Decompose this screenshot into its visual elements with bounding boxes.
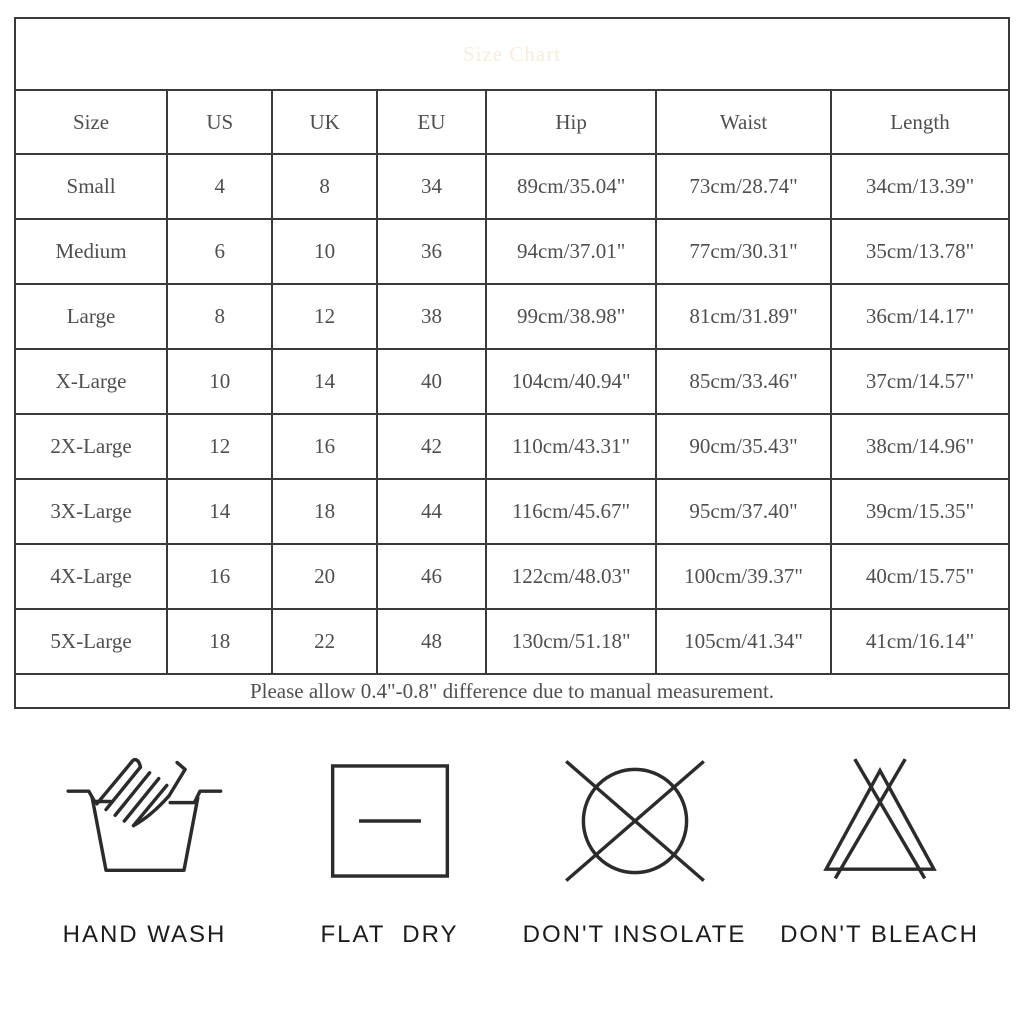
hip-cell: 89cm/35.04" — [486, 154, 656, 219]
care-label: DON'T INSOLATE — [522, 921, 747, 948]
us-cell: 14 — [167, 479, 272, 544]
uk-cell: 22 — [272, 609, 376, 674]
length-cell: 36cm/14.17" — [831, 284, 1009, 349]
eu-cell: 36 — [377, 219, 486, 284]
title-row — [15, 18, 1009, 90]
us-cell: 10 — [167, 349, 272, 414]
care-instructions — [14, 751, 1010, 949]
table-row-large — [15, 284, 1009, 349]
length-cell: 35cm/13.78" — [831, 219, 1009, 284]
eu-cell: 38 — [377, 284, 486, 349]
column-header-size: Size — [15, 90, 167, 154]
column-header-waist: Waist — [656, 90, 831, 154]
waist-cell: 73cm/28.74" — [656, 154, 831, 219]
uk-cell: 20 — [272, 544, 376, 609]
size-cell: 5X-Large — [15, 609, 167, 674]
uk-cell: 14 — [272, 349, 376, 414]
dont-insolate-icon — [549, 751, 721, 891]
uk-cell: 8 — [272, 154, 376, 219]
length-cell: 41cm/16.14" — [831, 609, 1009, 674]
size-cell: Small — [15, 154, 167, 219]
eu-cell: 34 — [377, 154, 486, 219]
size-cell: 3X-Large — [15, 479, 167, 544]
waist-cell: 95cm/37.40" — [656, 479, 831, 544]
eu-cell: 42 — [377, 414, 486, 479]
column-header-eu: EU — [377, 90, 486, 154]
hip-cell: 99cm/38.98" — [486, 284, 656, 349]
table-row-medium — [15, 219, 1009, 284]
care-item-hand-wash — [22, 751, 267, 949]
us-cell: 6 — [167, 219, 272, 284]
us-cell: 12 — [167, 414, 272, 479]
care-label: DON'T BLEACH — [780, 921, 979, 948]
length-cell: 38cm/14.96" — [831, 414, 1009, 479]
length-cell: 40cm/15.75" — [831, 544, 1009, 609]
column-header-length: Length — [831, 90, 1009, 154]
uk-cell: 16 — [272, 414, 376, 479]
hand-wash-icon — [59, 751, 231, 891]
size-cell: Large — [15, 284, 167, 349]
column-header-uk: UK — [272, 90, 376, 154]
waist-cell: 105cm/41.34" — [656, 609, 831, 674]
us-cell: 18 — [167, 609, 272, 674]
care-label: HAND WASH — [62, 921, 227, 948]
flat-dry-icon — [304, 751, 476, 891]
waist-cell: 85cm/33.46" — [656, 349, 831, 414]
uk-cell: 10 — [272, 219, 376, 284]
length-cell: 34cm/13.39" — [831, 154, 1009, 219]
size-chart-table — [14, 17, 1010, 709]
hip-cell: 116cm/45.67" — [486, 479, 656, 544]
hip-cell: 104cm/40.94" — [486, 349, 656, 414]
table-row-2xlarge — [15, 414, 1009, 479]
measurement-note: Please allow 0.4"-0.8" difference due to manual measurement. — [15, 674, 1009, 708]
hip-cell: 110cm/43.31" — [486, 414, 656, 479]
column-header-row — [15, 90, 1009, 154]
waist-cell: 81cm/31.89" — [656, 284, 831, 349]
length-cell: 39cm/15.35" — [831, 479, 1009, 544]
uk-cell: 18 — [272, 479, 376, 544]
dont-bleach-icon — [794, 751, 966, 891]
uk-cell: 12 — [272, 284, 376, 349]
size-cell: Medium — [15, 219, 167, 284]
hip-cell: 122cm/48.03" — [486, 544, 656, 609]
size-cell: 4X-Large — [15, 544, 167, 609]
eu-cell: 48 — [377, 609, 486, 674]
length-cell: 37cm/14.57" — [831, 349, 1009, 414]
table-row-small — [15, 154, 1009, 219]
table-row-xlarge — [15, 349, 1009, 414]
page-title: Size Chart — [15, 18, 1009, 90]
care-item-flat-dry — [267, 751, 512, 949]
note-row — [15, 674, 1009, 708]
eu-cell: 46 — [377, 544, 486, 609]
eu-cell: 40 — [377, 349, 486, 414]
waist-cell: 90cm/35.43" — [656, 414, 831, 479]
column-header-us: US — [167, 90, 272, 154]
waist-cell: 77cm/30.31" — [656, 219, 831, 284]
waist-cell: 100cm/39.37" — [656, 544, 831, 609]
hip-cell: 94cm/37.01" — [486, 219, 656, 284]
us-cell: 4 — [167, 154, 272, 219]
table-row-5xlarge — [15, 609, 1009, 674]
us-cell: 8 — [167, 284, 272, 349]
column-header-hip: Hip — [486, 90, 656, 154]
care-item-dont-bleach — [757, 751, 1002, 949]
table-row-3xlarge — [15, 479, 1009, 544]
us-cell: 16 — [167, 544, 272, 609]
hip-cell: 130cm/51.18" — [486, 609, 656, 674]
care-label: FLAT DRY — [320, 921, 459, 948]
eu-cell: 44 — [377, 479, 486, 544]
size-cell: 2X-Large — [15, 414, 167, 479]
care-item-dont-insolate — [512, 751, 757, 949]
table-row-4xlarge — [15, 544, 1009, 609]
size-cell: X-Large — [15, 349, 167, 414]
